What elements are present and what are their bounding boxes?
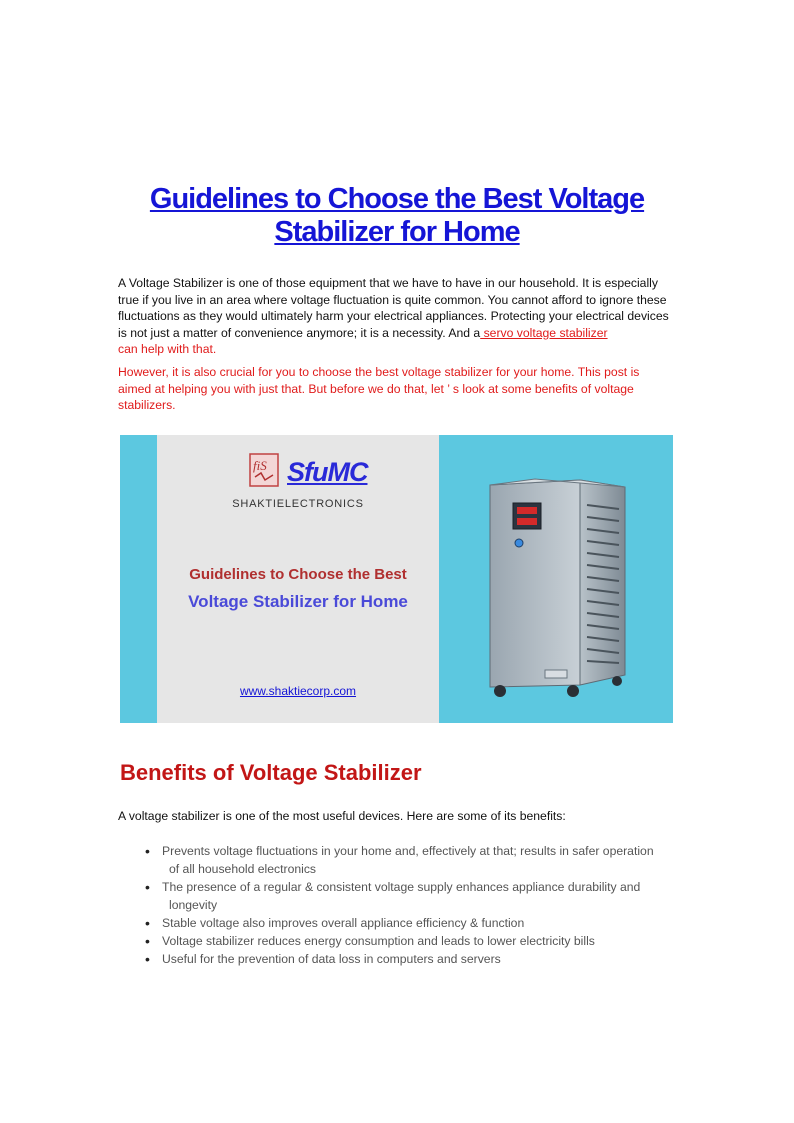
voltage-stabilizer-image — [485, 475, 635, 700]
list-item — [145, 878, 685, 914]
banner-left-panel — [157, 435, 439, 723]
banner-image — [120, 435, 673, 723]
brand-subtitle: SHAKTIELECTRONICS — [232, 498, 364, 510]
company-logo-icon — [249, 453, 279, 487]
intro-text: A Voltage Stabilizer is one of those equipment that we have to have in our household. It is especially true if you live in an area where voltage fluctuation is quite common. You cannot afford to ignore these fluctuations as they would ultimately harm your electrical appliances. Protecting your electrical devices is not just a matter of convenience anymore; it is a necessity. And a — [118, 276, 669, 340]
list-item-text: Stable voltage also improves overall appliance efficiency & function — [162, 916, 525, 930]
benefits-list — [145, 842, 685, 968]
list-item — [145, 950, 685, 968]
servo-stabilizer-link[interactable]: servo voltage stabilizer — [480, 325, 608, 340]
list-item — [145, 932, 685, 950]
list-item — [145, 914, 685, 932]
banner-heading-line1: Guidelines to Choose the Best — [189, 566, 407, 583]
svg-text:fiS: fiS — [253, 458, 267, 473]
list-item — [145, 842, 685, 878]
banner-heading-line2: Voltage Stabilizer for Home — [188, 592, 408, 611]
list-item-text-continued: of all household electronics — [169, 862, 317, 876]
banner-website-link[interactable]: www.shaktiecorp.com — [239, 684, 357, 698]
page-title-line2: Stabilizer for Home — [274, 216, 520, 248]
list-item-text: Prevents voltage fluctuations in your home and, effectively at that; results in safer operation — [162, 844, 654, 858]
page-title[interactable] — [100, 183, 694, 249]
list-item-text: The presence of a regular & consistent voltage supply enhances appliance durability and — [162, 880, 641, 894]
intro-after-link: can help with that. — [118, 342, 217, 357]
list-item-text: Useful for the prevention of data loss in computers and servers — [162, 952, 501, 966]
brand-logo-text: SfuMC — [287, 457, 368, 487]
intro-paragraph — [118, 275, 674, 358]
second-paragraph: However, it is also crucial for you to choose the best voltage stabilizer for your home. This post is aimed at helping you with just that. But before we do that, let ’ s look at some benefits of voltage stabilizers. — [118, 365, 640, 413]
page-title-line1: Guidelines to Choose the Best Voltage — [149, 183, 645, 215]
benefits-intro: A voltage stabilizer is one of the most useful devices. Here are some of its benefits: — [118, 809, 566, 823]
benefits-heading: Benefits of Voltage Stabilizer — [120, 760, 422, 785]
list-item-text-continued: longevity — [169, 898, 218, 912]
list-item-text: Voltage stabilizer reduces energy consumption and leads to lower electricity bills — [162, 934, 595, 948]
